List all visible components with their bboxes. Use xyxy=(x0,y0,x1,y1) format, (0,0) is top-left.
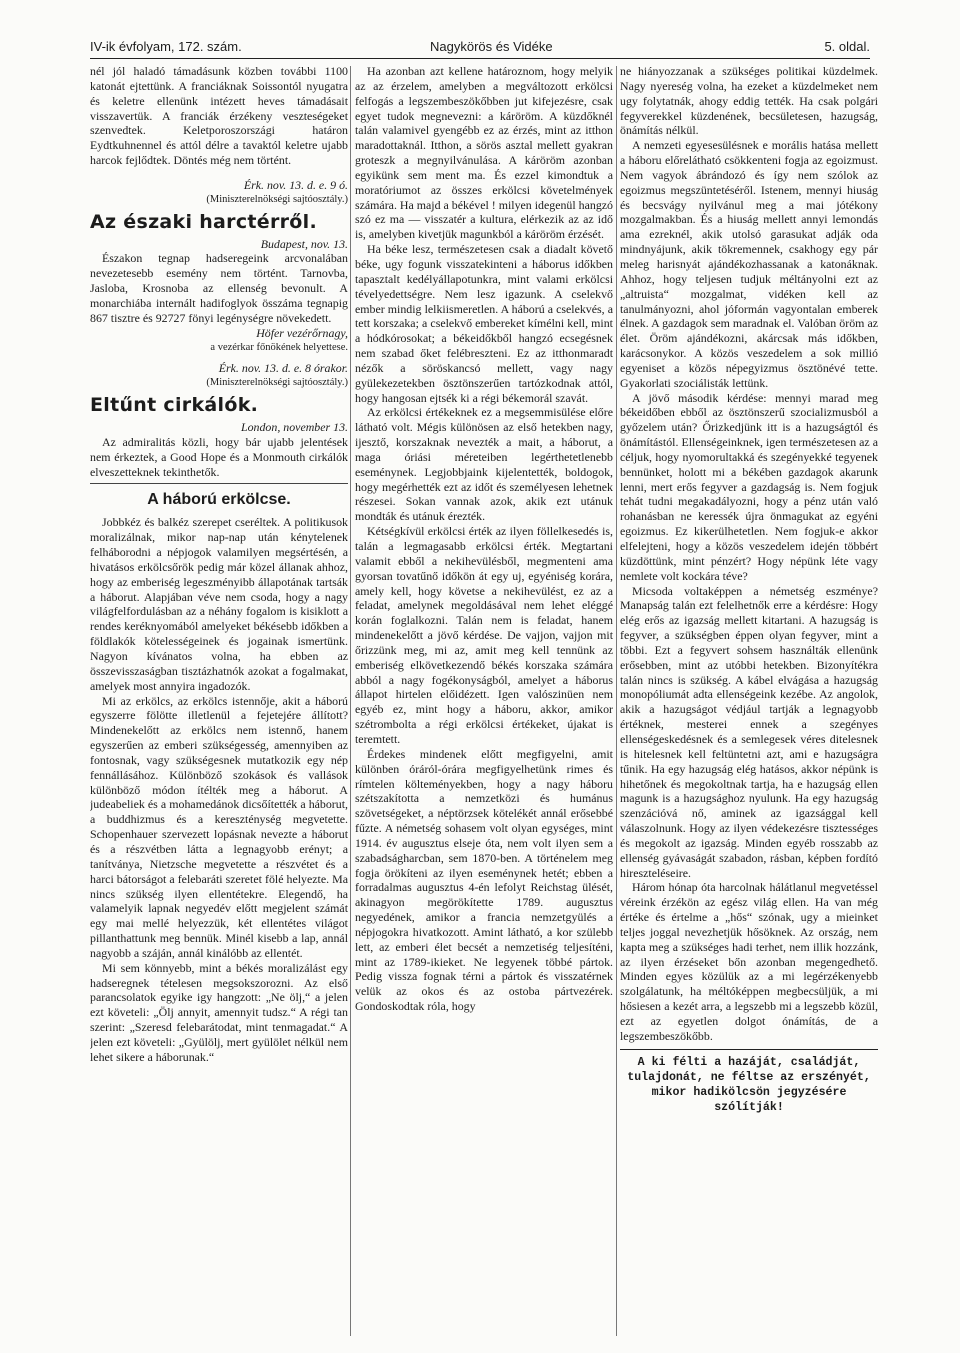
signature-title: a vezérkar főnökének helyettese. xyxy=(210,341,348,353)
page-header xyxy=(90,36,870,59)
article-text: Jobbkéz és balkéz szerepet cseréltek. A politikusok moralizálnak, mikor nap-nap után kénytelenek felháborodni a népjogok valamilyen megsértésén, a hivatásos erkölcsőrök pedig már közel állanak ahhoz, hogy az emberiség legeszményibb állapotának tartsák a háborut. Alapjában véve nem csoda, hogy a nagy világfelfordulásban az a néhány fogalom is kisiklott a rendes keréknyomából amelyeket békésebb időkben a földlakók kötelességeinek és jogainak ismertünk. Nagyon kívánatos volna, ha ebben az összevisszaságban tisztázhatnók azokat a fogalmakat, amelyek most annyira ingadozók. xyxy=(90,515,348,693)
article-text: ne hiányozzanak a szükséges politikai küzdelmek. Nagy nyereség volna, ha ezeket a küzdelmeket nem ugy folytatnák, ahogy eddig tették. Ha csak polgári fegyverekkel küzdenének, becsületesen, hazugság, önámítás nélkül. xyxy=(620,64,878,138)
column-rule xyxy=(350,66,351,1336)
article-heading: Eltűnt cirkálók. xyxy=(90,394,259,417)
article-text: Mi sem könnyebb, mint a békés moralizálást egy hadseregnek tételesen megsokszorozni. Az első parancsolatok egyike igy hangzott: „Ne ölj,“ a jelen ezt követeli: „Ölj annyit, amennyit tudsz.“ A régi tan szerint: „Szeresd felebarátodat, mint tenmagadat.“ A jelen ezt követeli: „Gyülölj, mert gyülölet nélkül nem lehet sikere a háborunak.“ xyxy=(90,960,348,1064)
signature: Höfer vezérőrnagy, xyxy=(256,325,348,340)
source-note: (Miniszterelnökségi sajtóosztály.) xyxy=(206,193,348,205)
dateline: Érk. nov. 13. d. e. 8 órakor. xyxy=(218,361,348,376)
article-text: Az erkölcsi értékeknek ez a megsemmisülése előre látható volt. Mégis különösen az első hetekben nagy, ijesztő, korszaknak nevezték a mait, a háborut, a maga óriási méreteiben legérthetetlenebb eseménynek. Legjobbjaink kijelentették, boldogok, hogy megérhették ezt az időt és személyesen lehetnek részesei. Sokan vannak azok, akik ezt utánuk mondták és utánuk érezték. xyxy=(355,405,613,524)
article-text: Az admiralitás közli, hogy bár ujabb jelentések nem érkeztek, a Good Hope és a Monmouth cirkálók elveszetteknek tekinthetők. xyxy=(90,434,348,479)
article-text: Micsoda voltaképpen a németség eszménye? Manapság talán ezt felelhetnők erre a kérdésre: Hogy elég erős az igazság mellett kitartani. A hazugság is fegyver, a szükségben éppen olyan fegyver, mint a többi. Ezt a fegyvert sohsem használták ellenünk erősebben, mint az utóbbi hetekben. Bizonyítékra talán nincs is szükség. A kábel elvágása a hazugság monopóliumát adta ellenségeink kezébe. Az angolok, akik a hazugságot védjául tartják a legnagyobb értéknek, mesterei ennek a szegényes ellenségeskedésnek és a semlegesek véres ditelesnek is hitelesnek kell feltüntetni azt, ami e hazugságra tűnik. Ha egy hazugság elég hatásos, akkor népünk is hihetőnek és megokoltnak tartja, ha e hazugság ellen magunk is a hazugsághoz nyulunk. Ha egy hazugság szenzációvá nő, aminek az igazsággal kell válaszolnunk. Hogy az ilyen védekezésre tisztességes és megokolt az igazság. Minden egyéb rosszabb az ellenség gyávaságát szabadon, rásban, képben fordító hireszteléseire. xyxy=(620,583,878,880)
section-divider xyxy=(90,483,348,484)
dateline: Budapest, nov. 13. xyxy=(260,236,348,251)
dateline: London, november 13. xyxy=(240,420,348,435)
dateline: Érk. nov. 13. d. e. 9 ó. xyxy=(243,177,348,192)
article-text: Ha azonban azt kellene határoznom, hogy melyik az az érzelem, amelyben a megváltozott erkölcsi felfogás a legszembeszökőbben jut kifejezésre, csak egyet tudok megnevezni: a káröröm. A küzdőknél talán valamivel gyengébb ez az érzés, mint az itthon maradottaknál. Itthon, a sörös asztal mellett gyakran groteszk a megnyilvánulása. A káröröm azonban egyikünk sem ment ma. És ezzel kimondtuk a moratóriumot az összes erkölcsi követelmények számára. Ha majd a békével ! milyen idegenül hangzó szó ez ma — visszatér a kultura, elérkezik az az idő is, amelyben kivetjük magunkból a káröröm érzését. xyxy=(355,64,613,242)
article-text: Északon tegnap hadseregeink arcvonalában nevezetesebb esemény nem történt. Tarnovba, Jasloba, Krosnoba az ellenség bevonult. A monarchiába internált hadifoglyok összáma tegnapig 867 tisztre és 92727 fönyi legénységre növekedett. xyxy=(90,251,348,325)
article-heading: A háború erkölcse. xyxy=(147,491,291,509)
issue-info: IV-ik évfolyam, 172. szám. xyxy=(90,39,242,54)
page-number: 5. oldal. xyxy=(824,39,870,54)
article-text: A jövő második kérdése: mennyi marad meg békeidőben ebből az ösztönszerű szocializmusból a győzelem után? Őrizkedjünk itt is a hazugságtól és önámítástól. Ellenségeinknek, igen természetesen az a céljuk, hogy nyomorultakká és szegényekké tegyenek bennünket, holott mi a békében gazdagok akarunk lenni, mert erős fegyver a gazdagság is. Nem fogjuk tehát tudni megakadályozni, hogy a pénz után való rohanásban ne keressék újra önmagukat az egyéni egoizmus. Ez kikerülhetetlen. Nem fogjuk-e akkor elfelejteni, hogy a közös veszedelem idején többért küzdöttünk, mint pénzért? Hogy népünk léte vagy nemlete volt kockára téve? xyxy=(620,390,878,583)
article-text: Ha béke lesz, természetesen csak a diadalt követő béke, ugy fogunk visszatekinteni a háborus időkben tapasztalt kedélyállapotunkra, mint valami erkölcsi tévelyedettségre. Nem lesz igazunk. A cselekvő ember mindig lelkiismeretlen. A háború a cselekvés, a tett korszaka; a cselekvő embereket kímélni kell, mint a hódkórosokat; a békeidőkből hangzó ecsegésnek nem szabad őket felébreszteni. Ez az itthonmaradt nézők a söröskancsó mellett, vagy nagy gyülekezetekben ösztönszerűen tartózkodnak attól, hogy hangosan ejtsék ki a régi békemorál szavát. xyxy=(355,242,613,405)
column-3 xyxy=(620,64,878,1335)
column-1 xyxy=(90,64,348,1335)
article-text: Kétségkívül erkölcsi érték az ilyen föllelkesedés is, talán a legmagasabb erkölcsi érték. Megtartani valamit ebből a nekihevülésből, megmenteni ama gyorsan tovatűnő időkön át egy uj, egyéniség korára, amely kell, hogy követse a nekihevülést, ez az a feladat, amelynek megoldásával nem lehet eléggé korán foglalkozni. Talán nem is feladat, hanem mindenekelőtt a jövő kérdése. De vajjon, vajjon mit őrizzünk meg, mi az, amit meg kell tennünk az emberiség elkövetkezendő békés korszaka számára abból a nagy fogékonyságból, amelyet a háborus állapot hirtelen előidézett. Igen valószinüen nem egyéb ez, mint hogy a háboru, akkor, amikor szétrombolta a régi erkölcsi értékeket, újakat is teremtett. xyxy=(355,524,613,746)
article-heading: Az északi harctérről. xyxy=(90,210,317,233)
article-text: Mi az erkölcs, az erkölcs istennője, akit a háború egyszerre fölötte illetlenül a fejetejére állított? Mindenekelőtt az erkölcs nem istennő, hanem egyszerűen az emberi szükségesség, amennyiben az fontosnak, vagy szükségesnek mutatkozik egy nép fennállásához. Különböző szokások és vallások különböző módon ítélték meg a háborut. A judeabeliek és a mohamedánok dicsőítették a háborut, a buddhizmus és a kereszténység megvetette. Schopenhauer szervezett lopásnak nevezte a háborut és a részvétben látta a legnagyobb erényt; a tanítványa, Nietzsche megvetette a részvétet és a harci bátorságot a felebaráti szeretet fölé helyezte. Ma nincs szükség ilyen ellentétekre. Elegendő, ha valamelyik lapnak negyedév előtt megjelent számát egy mai mellé helyezzük, két ellentétes világot pillanthattunk meg bennük. Minél kisebb a lap, annál nagyobb a száján, annál kinálóbb az ellentét. xyxy=(90,693,348,960)
newspaper-name: Nagykörös és Vidéke xyxy=(430,39,553,54)
section-divider xyxy=(620,1049,878,1050)
column-rule xyxy=(616,66,617,1336)
column-2 xyxy=(355,64,613,1335)
war-loan-appeal: A ki félti a hazáját, családját, tulajdonát, ne féltse az erszényét, mikor hadikölcsön jegyzésére szólítják! xyxy=(627,1055,871,1114)
article-text: nél jól haladó támadásunk közben további 1100 katonát ejtettünk. A franciáknak Soissontól nyugatra és keletre ellenünk intézett heves támadásait visszavertük. A franciák érzékeny veszteségeket szenvedtek. Keletporoszországi határon Eydtkuhnennel és attól délre a tavaktól keletre ujabb harcok fejlődtek. Döntés még nem történt. xyxy=(90,64,348,168)
source-note: (Miniszterelnökségi sajtóosztály.) xyxy=(206,377,348,389)
article-text: Három hónap óta harcolnak hálátlanul megvetéssel véreink érzékön az egész világ ellen. Ha van még értéke és értelme a „hős“ szónak, ugy a mieinket teljes joggal nevezhetjük hősöknek. Az ország, nem kapta meg a szükséges hadi terhet, nem illik hozzánk, az ilyen érzéseket bőn azonban megengedhető. Minden egyes közülük az a mi legérzékenyebb szolgálatunk, ha méltóképpen megbecsüljük, a mi hősiesen a kezét arra, a legszebb mi a legszebb közül, ezt az egyetlen dolgot ónámítás, de a legszembeszökőbb. xyxy=(620,880,878,1043)
article-text: Érdekes mindenek előtt megfigyelni, amit különben óráról-órára megfigyelhetünk rimes és rímtelen költeményekben, hogy a nagy háboru szétszakította a nemzetközi és humánus szövetségeket, a néptörzsek kötelékét annál erősebbé fűzte. A németség sohasem volt olyan egységes, mint 1914. év augusztus elseje óta, nem volt ilyen sem a szabadságharcban, sem 1870-ben. A történelem meg fogja örökíteni az ilyen eseménynek hetét; ebben a forradalmas augusztus 4-én lefolyt Reichstag ülését, akinagyon megörökítette 1789. augusztus negyedének, amikor a francia nemzetgyülés a népjogokra hivatkozott. Amint látható, a kor szülebb lett, az emberi élet becsét a nemzetiség teljesíténi, mint az 1789-ikieket. Ne legyenek többé pártok. Pedig vissza fognak térni a pártok és visszatérnek velük az okos és az ostoba pártvezérek. Gondoskodtak róla, hogy xyxy=(355,746,613,1014)
article-text: A nemzeti egyesesülésnek e morális hatása mellett a háboru előrelátható csökkenteni fogja az egoizmust. Nem vagyok ábrándozó és így nem szólok az egoizmus megszüntetéséről. Istenem, mennyi hiuság és becsvágy nyilvánul meg a mai jótékony mozgalmakban. És a hiuság mellett annyi lemondás ama ezreknél, akik utolsó garasukat adják oda mindnyájunk, akik tökremennek, csakhogy egy pár meleg harisnyát ajándékozhassanak a katonáknak. Ahhoz, hogy teljesen tudjuk méltányolni ezt az „altruista“ mozgalmat, vidéken kell az tanulmányozni, ahol jóformán vagyontalan emberek élnek. A gazdagok sem maradnak el. Valóban öröm az élet. Öröm ajándékozni, akárcsak más időkben, karácsonykor. A közös veszedelem a sok millió egyeniset a közös népegyizmus ösztönévé tette. Gyakorlati szociálisták lettünk. xyxy=(620,138,878,390)
